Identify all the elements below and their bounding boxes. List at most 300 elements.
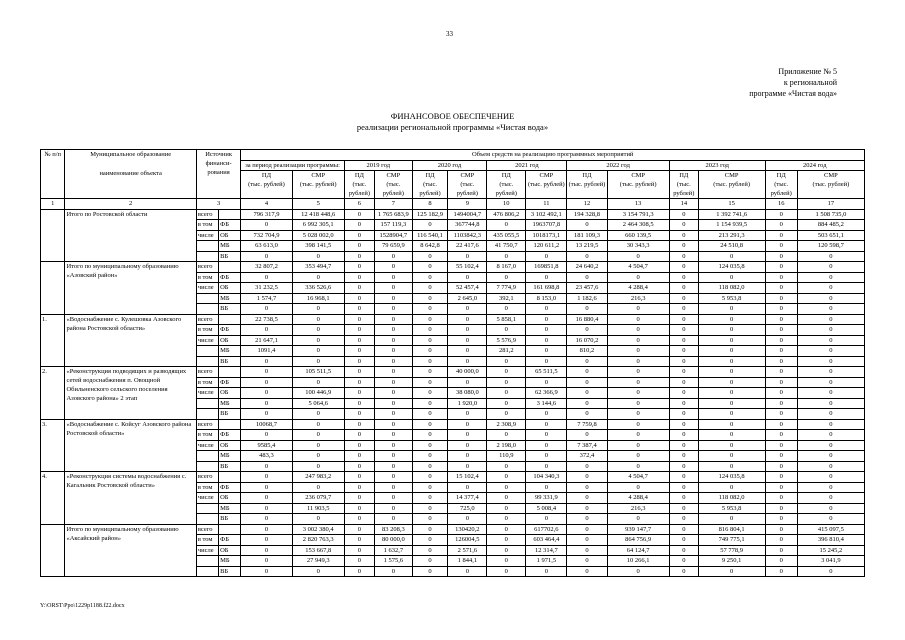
value-cell: 0 bbox=[765, 556, 797, 567]
value-cell: 0 bbox=[374, 451, 412, 462]
value-cell: 4 288,4 bbox=[607, 493, 669, 504]
value-cell: 0 bbox=[607, 566, 669, 577]
value-cell: 0 bbox=[412, 514, 448, 525]
value-cell: 5 008,4 bbox=[526, 503, 567, 514]
value-cell: 0 bbox=[698, 566, 765, 577]
value-cell: 1 632,7 bbox=[374, 545, 412, 556]
value-cell: 0 bbox=[374, 251, 412, 262]
value-cell: 9 250,1 bbox=[698, 556, 765, 567]
source-code: ВБ bbox=[219, 304, 241, 315]
column-number: 14 bbox=[669, 199, 698, 210]
value-cell: 0 bbox=[487, 461, 526, 472]
value-cell: 0 bbox=[567, 272, 607, 283]
value-cell: 0 bbox=[567, 566, 607, 577]
value-cell: 0 bbox=[412, 398, 448, 409]
value-cell: 0 bbox=[797, 346, 864, 357]
value-cell: 10068,7 bbox=[241, 419, 292, 430]
row-number: 1. bbox=[41, 314, 65, 367]
value-cell: 0 bbox=[448, 482, 487, 493]
value-cell: 0 bbox=[344, 440, 374, 451]
source-label bbox=[196, 356, 218, 367]
value-cell: 0 bbox=[698, 430, 765, 441]
source-label: всего bbox=[196, 367, 218, 378]
value-cell: 0 bbox=[607, 356, 669, 367]
value-cell: 0 bbox=[567, 388, 607, 399]
value-cell: 0 bbox=[412, 440, 448, 451]
source-code: ФБ bbox=[219, 430, 241, 441]
value-cell: 3 144,6 bbox=[526, 398, 567, 409]
value-cell: 0 bbox=[669, 335, 698, 346]
value-cell: 0 bbox=[292, 346, 344, 357]
value-cell: 0 bbox=[448, 409, 487, 420]
value-cell: 0 bbox=[567, 398, 607, 409]
value-cell: 0 bbox=[344, 493, 374, 504]
header-smr-cell bbox=[797, 171, 864, 199]
value-cell: 0 bbox=[797, 430, 864, 441]
value-cell: 0 bbox=[374, 461, 412, 472]
value-cell: 0 bbox=[344, 503, 374, 514]
source-code: ОБ bbox=[219, 230, 241, 241]
source-label: в том bbox=[196, 482, 218, 493]
value-cell: 1103842,3 bbox=[448, 230, 487, 241]
value-cell: 0 bbox=[412, 388, 448, 399]
value-cell: 1 154 939,5 bbox=[698, 220, 765, 231]
value-cell: 0 bbox=[567, 535, 607, 546]
value-cell: 7 774,9 bbox=[487, 283, 526, 294]
value-cell: 392,1 bbox=[487, 293, 526, 304]
value-cell: 0 bbox=[797, 409, 864, 420]
value-cell: 0 bbox=[344, 314, 374, 325]
value-cell: 0 bbox=[669, 482, 698, 493]
value-cell: 0 bbox=[765, 524, 797, 535]
value-cell: 104 340,3 bbox=[526, 472, 567, 483]
value-cell: 236 079,7 bbox=[292, 493, 344, 504]
value-cell: 0 bbox=[765, 430, 797, 441]
source-label: в том bbox=[196, 325, 218, 336]
table-row bbox=[41, 524, 865, 535]
value-cell: 0 bbox=[607, 314, 669, 325]
value-cell: 0 bbox=[487, 535, 526, 546]
value-cell: 0 bbox=[607, 430, 669, 441]
value-cell: 0 bbox=[344, 367, 374, 378]
value-cell: 0 bbox=[669, 409, 698, 420]
value-cell: 12 314,7 bbox=[526, 545, 567, 556]
table-body bbox=[41, 209, 865, 577]
value-cell: 0 bbox=[765, 377, 797, 388]
value-cell: 0 bbox=[448, 325, 487, 336]
source-label: числе bbox=[196, 230, 218, 241]
value-cell: 0 bbox=[448, 514, 487, 525]
value-cell: 0 bbox=[412, 503, 448, 514]
value-cell: 0 bbox=[292, 377, 344, 388]
value-cell: 0 bbox=[526, 314, 567, 325]
value-cell: 0 bbox=[344, 556, 374, 567]
value-cell: 124 035,8 bbox=[698, 262, 765, 273]
value-cell: 125 182,9 bbox=[412, 209, 448, 220]
value-cell: 0 bbox=[487, 388, 526, 399]
row-number: 2. bbox=[41, 367, 65, 420]
value-cell: 0 bbox=[292, 356, 344, 367]
value-cell: 4 288,4 bbox=[607, 283, 669, 294]
value-cell: 1018173,1 bbox=[526, 230, 567, 241]
value-cell: 194 328,8 bbox=[567, 209, 607, 220]
value-cell: 0 bbox=[765, 461, 797, 472]
value-cell: 0 bbox=[241, 461, 292, 472]
value-cell: 0 bbox=[797, 283, 864, 294]
value-cell: 0 bbox=[412, 251, 448, 262]
value-cell: 0 bbox=[567, 493, 607, 504]
header-pd-label: ПД bbox=[776, 172, 786, 179]
value-cell: 0 bbox=[797, 461, 864, 472]
value-cell: 0 bbox=[607, 514, 669, 525]
value-cell: 0 bbox=[412, 430, 448, 441]
value-cell: 0 bbox=[567, 514, 607, 525]
value-cell: 153 667,8 bbox=[292, 545, 344, 556]
value-cell: 0 bbox=[241, 398, 292, 409]
value-cell: 0 bbox=[412, 304, 448, 315]
value-cell: 32 807,2 bbox=[241, 262, 292, 273]
appendix-line-1: Приложение № 5 bbox=[778, 67, 837, 76]
value-cell: 5 028 002,0 bbox=[292, 230, 344, 241]
header-year-2022: 2022 год bbox=[567, 160, 669, 171]
value-cell: 8 642,8 bbox=[412, 241, 448, 252]
value-cell: 0 bbox=[765, 566, 797, 577]
value-cell: 0 bbox=[765, 503, 797, 514]
value-cell: 2 198,0 bbox=[487, 440, 526, 451]
value-cell: 0 bbox=[567, 409, 607, 420]
header-pd-cell bbox=[765, 171, 797, 199]
source-code bbox=[219, 472, 241, 483]
value-cell: 0 bbox=[292, 482, 344, 493]
header-smr-cell bbox=[526, 171, 567, 199]
value-cell: 0 bbox=[487, 377, 526, 388]
value-cell: 0 bbox=[526, 356, 567, 367]
value-cell: 0 bbox=[241, 472, 292, 483]
value-cell: 0 bbox=[669, 209, 698, 220]
value-cell: 0 bbox=[412, 545, 448, 556]
source-label: числе bbox=[196, 335, 218, 346]
value-cell: 0 bbox=[374, 377, 412, 388]
value-cell: 0 bbox=[241, 556, 292, 567]
value-cell: 0 bbox=[669, 314, 698, 325]
appendix-line-3: программе «Чистая вода» bbox=[749, 89, 837, 98]
value-cell: 0 bbox=[698, 251, 765, 262]
header-unit-label: (тыс. рублей) bbox=[673, 181, 695, 197]
value-cell: 83 208,3 bbox=[374, 524, 412, 535]
source-label: числе bbox=[196, 493, 218, 504]
source-code: ВБ bbox=[219, 356, 241, 367]
value-cell: 0 bbox=[567, 430, 607, 441]
value-cell: 0 bbox=[698, 440, 765, 451]
value-cell: 0 bbox=[669, 566, 698, 577]
value-cell: 0 bbox=[344, 356, 374, 367]
value-cell: 0 bbox=[487, 367, 526, 378]
value-cell: 0 bbox=[241, 304, 292, 315]
page-number: 33 bbox=[446, 30, 453, 38]
source-label bbox=[196, 514, 218, 525]
value-cell: 118 082,0 bbox=[698, 493, 765, 504]
value-cell: 0 bbox=[374, 419, 412, 430]
source-label: числе bbox=[196, 440, 218, 451]
value-cell: 1 765 683,9 bbox=[374, 209, 412, 220]
value-cell: 40 000,0 bbox=[448, 367, 487, 378]
value-cell: 0 bbox=[698, 356, 765, 367]
header-municipality bbox=[65, 150, 196, 199]
value-cell: 0 bbox=[669, 377, 698, 388]
value-cell: 0 bbox=[344, 220, 374, 231]
value-cell: 476 806,2 bbox=[487, 209, 526, 220]
value-cell: 0 bbox=[241, 493, 292, 504]
value-cell: 0 bbox=[765, 472, 797, 483]
value-cell: 0 bbox=[607, 272, 669, 283]
value-cell: 0 bbox=[487, 356, 526, 367]
value-cell: 0 bbox=[669, 535, 698, 546]
value-cell: 0 bbox=[374, 325, 412, 336]
value-cell: 0 bbox=[487, 398, 526, 409]
value-cell: 0 bbox=[241, 272, 292, 283]
value-cell: 0 bbox=[526, 272, 567, 283]
value-cell: 0 bbox=[765, 325, 797, 336]
value-cell: 1528904,7 bbox=[374, 230, 412, 241]
value-cell: 0 bbox=[241, 409, 292, 420]
value-cell: 1 844,1 bbox=[448, 556, 487, 567]
value-cell: 0 bbox=[797, 566, 864, 577]
appendix-line-2: к региональной bbox=[783, 78, 837, 87]
value-cell: 0 bbox=[526, 346, 567, 357]
header-smr-label: СМР bbox=[311, 172, 326, 179]
value-cell: 0 bbox=[241, 535, 292, 546]
value-cell: 0 bbox=[344, 251, 374, 262]
value-cell: 1 574,7 bbox=[241, 293, 292, 304]
value-cell: 0 bbox=[765, 440, 797, 451]
header-period-total: за период реализации программы: bbox=[241, 160, 345, 171]
value-cell: 0 bbox=[526, 461, 567, 472]
value-cell: 336 526,6 bbox=[292, 283, 344, 294]
value-cell: 0 bbox=[412, 272, 448, 283]
value-cell: 0 bbox=[797, 398, 864, 409]
value-cell: 0 bbox=[374, 283, 412, 294]
value-cell: 0 bbox=[487, 430, 526, 441]
source-code: ФБ bbox=[219, 482, 241, 493]
column-number: 17 bbox=[797, 199, 864, 210]
value-cell: 810,2 bbox=[567, 346, 607, 357]
value-cell: 62 366,9 bbox=[526, 388, 567, 399]
value-cell: 2 464 308,5 bbox=[607, 220, 669, 231]
object-name: Итого по Ростовской области bbox=[65, 209, 196, 262]
value-cell: 24 640,2 bbox=[567, 262, 607, 273]
appendix-label bbox=[749, 66, 837, 99]
value-cell: 0 bbox=[344, 209, 374, 220]
header-unit-label: (тыс. рублей) bbox=[527, 181, 565, 188]
header-unit-label: (тыс. рублей) bbox=[419, 181, 441, 197]
value-cell: 0 bbox=[412, 566, 448, 577]
header-unit-label: (тыс. рублей) bbox=[348, 181, 370, 197]
source-code: ОБ bbox=[219, 545, 241, 556]
value-cell: 0 bbox=[765, 346, 797, 357]
value-cell: 0 bbox=[765, 514, 797, 525]
value-cell: 603 464,4 bbox=[526, 535, 567, 546]
value-cell: 0 bbox=[448, 451, 487, 462]
header-year-2019: 2019 год bbox=[344, 160, 412, 171]
value-cell: 0 bbox=[344, 388, 374, 399]
value-cell: 0 bbox=[526, 325, 567, 336]
value-cell: 0 bbox=[567, 356, 607, 367]
value-cell: 0 bbox=[526, 430, 567, 441]
source-code bbox=[219, 314, 241, 325]
document-heading bbox=[0, 111, 905, 133]
source-label: числе bbox=[196, 283, 218, 294]
row-number bbox=[41, 209, 65, 262]
value-cell: 8 153,0 bbox=[526, 293, 567, 304]
value-cell: 0 bbox=[374, 272, 412, 283]
value-cell: 0 bbox=[526, 377, 567, 388]
value-cell: 0 bbox=[344, 272, 374, 283]
value-cell: 181 109,3 bbox=[567, 230, 607, 241]
value-cell: 0 bbox=[448, 440, 487, 451]
source-code: ОБ bbox=[219, 388, 241, 399]
value-cell: 4 504,7 bbox=[607, 472, 669, 483]
value-cell: 0 bbox=[669, 451, 698, 462]
header-smr-cell bbox=[292, 171, 344, 199]
value-cell: 0 bbox=[669, 356, 698, 367]
value-cell: 0 bbox=[797, 419, 864, 430]
value-cell: 10 266,1 bbox=[607, 556, 669, 567]
value-cell: 0 bbox=[292, 461, 344, 472]
value-cell: 0 bbox=[374, 566, 412, 577]
value-cell: 0 bbox=[669, 461, 698, 472]
header-unit-label: (тыс. рублей) bbox=[713, 181, 751, 188]
header-year-2023: 2023 год bbox=[669, 160, 765, 171]
value-cell: 23 457,6 bbox=[567, 283, 607, 294]
value-cell: 0 bbox=[292, 409, 344, 420]
value-cell: 11 903,5 bbox=[292, 503, 344, 514]
source-label bbox=[196, 304, 218, 315]
value-cell: 0 bbox=[241, 251, 292, 262]
object-name: Итого по муниципальному образованию «Аксайский район» bbox=[65, 524, 196, 577]
value-cell: 1 920,0 bbox=[448, 398, 487, 409]
value-cell: 0 bbox=[567, 503, 607, 514]
value-cell: 22 417,6 bbox=[448, 241, 487, 252]
value-cell: 0 bbox=[797, 514, 864, 525]
header-smr-label: СМР bbox=[724, 172, 739, 179]
value-cell: 2 308,9 bbox=[487, 419, 526, 430]
value-cell: 0 bbox=[344, 293, 374, 304]
value-cell: 0 bbox=[669, 325, 698, 336]
header-unit-label: (тыс. рублей) bbox=[812, 181, 850, 188]
value-cell: 749 775,1 bbox=[698, 535, 765, 546]
source-code: ФБ bbox=[219, 272, 241, 283]
value-cell: 0 bbox=[292, 325, 344, 336]
value-cell: 12 418 448,6 bbox=[292, 209, 344, 220]
source-label bbox=[196, 409, 218, 420]
source-label: в том bbox=[196, 220, 218, 231]
value-cell: 0 bbox=[374, 262, 412, 273]
value-cell: 0 bbox=[567, 367, 607, 378]
document-subtitle: реализации региональной программы «Чистая вода» bbox=[356, 122, 549, 132]
value-cell: 0 bbox=[669, 556, 698, 567]
object-name: «Водоснабжение с. Кулешовка Азовского района Ростовской области» bbox=[65, 314, 196, 367]
value-cell: 161 698,8 bbox=[526, 283, 567, 294]
value-cell: 0 bbox=[412, 482, 448, 493]
column-number: 8 bbox=[412, 199, 448, 210]
column-number: 3 bbox=[196, 199, 241, 210]
value-cell: 0 bbox=[669, 430, 698, 441]
column-number: 15 bbox=[698, 199, 765, 210]
object-name: «Реконструкция подводящих и разводящих сетей водоснабжения п. Овощной Обильненского сельского поселения Азовского района» 2 этап bbox=[65, 367, 196, 420]
value-cell: 16 968,1 bbox=[292, 293, 344, 304]
header-pd-label: ПД bbox=[425, 172, 435, 179]
value-cell: 0 bbox=[374, 293, 412, 304]
value-cell: 0 bbox=[765, 367, 797, 378]
header-unit-label: (тыс. рублей) bbox=[299, 181, 337, 188]
value-cell: 5 576,9 bbox=[487, 335, 526, 346]
document-title: ФИНАНСОВОЕ ОБЕСПЕЧЕНИЕ bbox=[390, 111, 515, 121]
value-cell: 0 bbox=[412, 419, 448, 430]
value-cell: 3 154 791,3 bbox=[607, 209, 669, 220]
value-cell: 0 bbox=[241, 220, 292, 231]
value-cell: 27 949,3 bbox=[292, 556, 344, 567]
value-cell: 0 bbox=[374, 493, 412, 504]
value-cell: 2 645,0 bbox=[448, 293, 487, 304]
value-cell: 0 bbox=[344, 472, 374, 483]
source-label: числе bbox=[196, 388, 218, 399]
source-code: МБ bbox=[219, 398, 241, 409]
value-cell: 0 bbox=[526, 419, 567, 430]
value-cell: 0 bbox=[698, 314, 765, 325]
value-cell: 0 bbox=[487, 566, 526, 577]
value-cell: 16 880,4 bbox=[567, 314, 607, 325]
value-cell: 0 bbox=[344, 283, 374, 294]
value-cell: 0 bbox=[344, 566, 374, 577]
source-code: ОБ bbox=[219, 335, 241, 346]
source-label bbox=[196, 251, 218, 262]
header-smr-label: СМР bbox=[631, 172, 646, 179]
column-number: 11 bbox=[526, 199, 567, 210]
source-code: ОБ bbox=[219, 440, 241, 451]
value-cell: 1963707,8 bbox=[526, 220, 567, 231]
value-cell: 0 bbox=[241, 524, 292, 535]
value-cell: 0 bbox=[344, 545, 374, 556]
header-smr-label: СМР bbox=[460, 172, 475, 179]
header-unit-label: (тыс. рублей) bbox=[382, 181, 404, 197]
value-cell: 0 bbox=[374, 503, 412, 514]
value-cell: 367744,8 bbox=[448, 220, 487, 231]
header-pd-cell bbox=[241, 171, 292, 199]
column-number: 9 bbox=[448, 199, 487, 210]
value-cell: 0 bbox=[607, 377, 669, 388]
value-cell: 0 bbox=[412, 283, 448, 294]
value-cell: 0 bbox=[669, 346, 698, 357]
header-pd-label: ПД bbox=[501, 172, 511, 179]
value-cell: 5 858,1 bbox=[487, 314, 526, 325]
value-cell: 0 bbox=[487, 220, 526, 231]
value-cell: 0 bbox=[374, 472, 412, 483]
value-cell: 0 bbox=[241, 367, 292, 378]
value-cell: 0 bbox=[698, 482, 765, 493]
value-cell: 0 bbox=[448, 377, 487, 388]
value-cell: 0 bbox=[797, 272, 864, 283]
value-cell: 0 bbox=[241, 545, 292, 556]
source-label bbox=[196, 503, 218, 514]
value-cell: 0 bbox=[607, 325, 669, 336]
value-cell: 0 bbox=[797, 367, 864, 378]
value-cell: 483,3 bbox=[241, 451, 292, 462]
value-cell: 0 bbox=[292, 335, 344, 346]
column-number: 6 bbox=[344, 199, 374, 210]
value-cell: 0 bbox=[765, 283, 797, 294]
value-cell: 0 bbox=[374, 388, 412, 399]
header-unit-label: (тыс. рублей) bbox=[248, 181, 285, 188]
